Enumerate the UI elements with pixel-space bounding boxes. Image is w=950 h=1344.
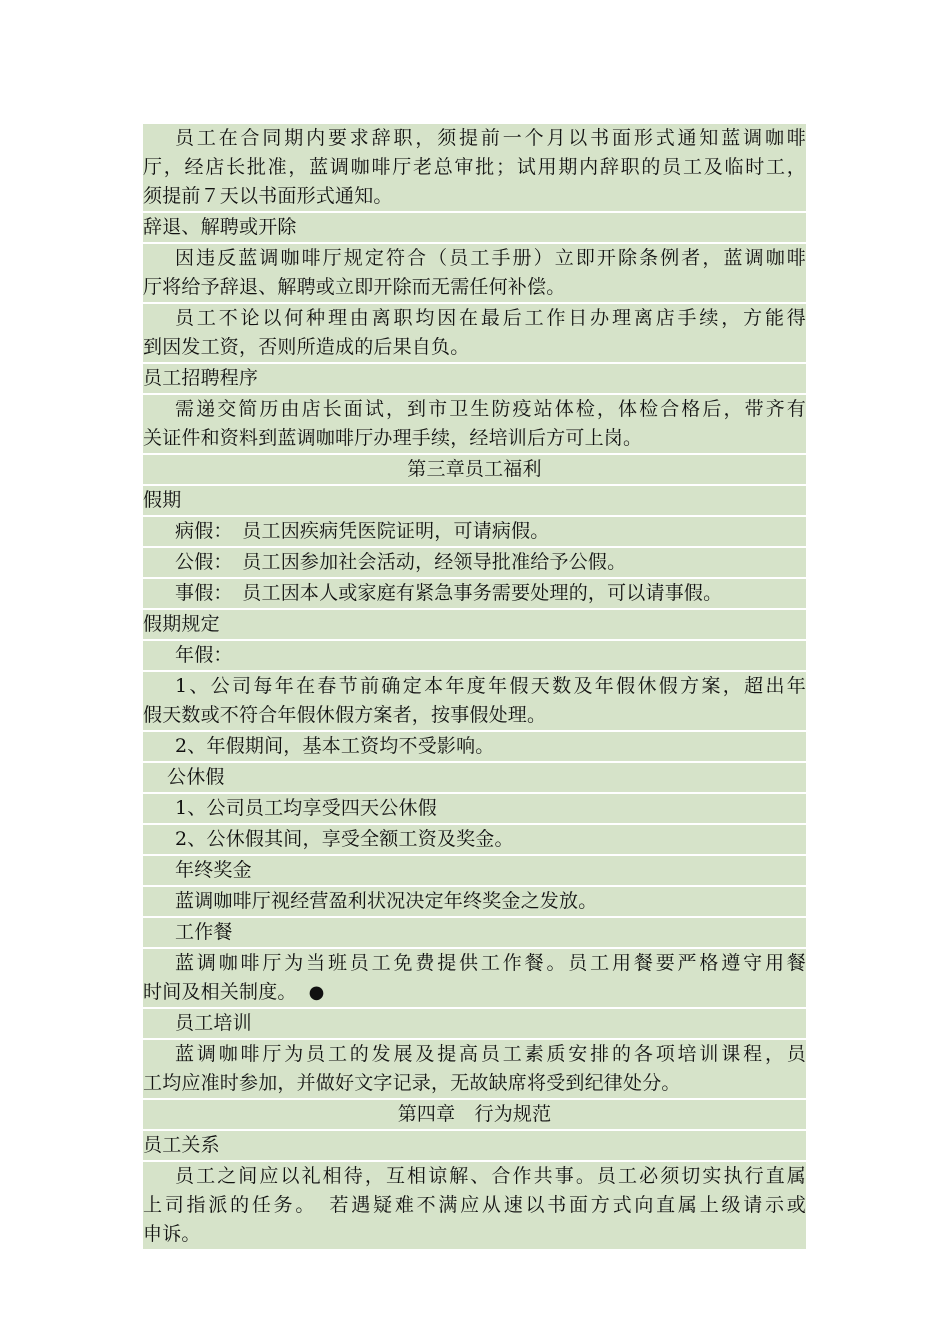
paragraph-line: 须提前７天以书面形式通知。 [143,182,806,211]
paragraph-line: 蓝调咖啡厅为当班员工免费提供工作餐。员工用餐要严格遵守用餐 [143,949,806,978]
subsection-heading: 年终奖金 [143,856,806,885]
section-heading: 员工关系 [143,1131,806,1160]
paragraph-line [143,978,806,1007]
paragraph-line: 假天数或不符合年假休假方案者，按事假处理。 [143,701,806,730]
paragraph-line: 公假： 员工因参加社会活动，经领导批准给予公假。 [143,548,806,577]
paragraph-line: 厅将给予辞退、解聘或立即开除而无需任何补偿。 [143,273,806,302]
section-heading: 员工招聘程序 [143,364,806,393]
subsection-heading: 工作餐 [143,918,806,947]
paragraph-line: 员工在合同期内要求辞职，须提前一个月以书面形式通知蓝调咖啡 [143,124,806,153]
subsection-heading: 年假： [143,641,806,670]
chapter-title: 第四章 行为规范 [143,1100,806,1129]
paragraph-line: 2、公休假其间，享受全额工资及奖金。 [143,825,806,854]
document-body [143,124,806,1251]
paragraph-line: 关证件和资料到蓝调咖啡厅办理手续，经培训后方可上岗。 [143,424,806,453]
paragraph-line: 2、年假期间，基本工资均不受影响。 [143,732,806,761]
paragraph-line: 蓝调咖啡厅视经营盈利状况决定年终奖金之发放。 [143,887,806,916]
paragraph-line: 需递交简历由店长面试，到市卫生防疫站体检，体检合格后，带齐有 [143,395,806,424]
paragraph-line: 员工之间应以礼相待，互相谅解、合作共事。员工必须切实执行直属 [143,1162,806,1191]
section-heading: 假期规定 [143,610,806,639]
chapter-title: 第三章员工福利 [143,455,806,484]
paragraph-line: 因违反蓝调咖啡厅规定符合（员工手册）立即开除条例者，蓝调咖啡 [143,244,806,273]
paragraph-line: 员工不论以何种理由离职均因在最后工作日办理离店手续，方能得 [143,304,806,333]
paragraph-line: 病假： 员工因疾病凭医院证明，可请病假。 [143,517,806,546]
paragraph-line: 事假： 员工因本人或家庭有紧急事务需要处理的，可以请事假。 [143,579,806,608]
paragraph-line: 申诉。 [143,1220,806,1249]
section-heading: 假期 [143,486,806,515]
meal-text: 时间及相关制度。 [143,981,297,1003]
paragraph-line: 1、公司员工均享受四天公休假 [143,794,806,823]
section-heading: 辞退、解聘或开除 [143,213,806,242]
bullet-icon: ● [308,982,325,1003]
paragraph-line: 蓝调咖啡厅为员工的发展及提高员工素质安排的各项培训课程，员 [143,1040,806,1069]
paragraph-line: 到因发工资，否则所造成的后果自负。 [143,333,806,362]
paragraph-line: 厅，经店长批准，蓝调咖啡厅老总审批；试用期内辞职的员工及临时工， [143,153,806,182]
paragraph-line: 工均应准时参加，并做好文字记录，无故缺席将受到纪律处分。 [143,1069,806,1098]
subsection-heading: 公休假 [143,763,806,792]
paragraph-line: 上司指派的任务。 若遇疑难不满应从速以书面方式向直属上级请示或 [143,1191,806,1220]
subsection-heading: 员工培训 [143,1009,806,1038]
paragraph-line: 1、公司每年在春节前确定本年度年假天数及年假休假方案，超出年 [143,672,806,701]
